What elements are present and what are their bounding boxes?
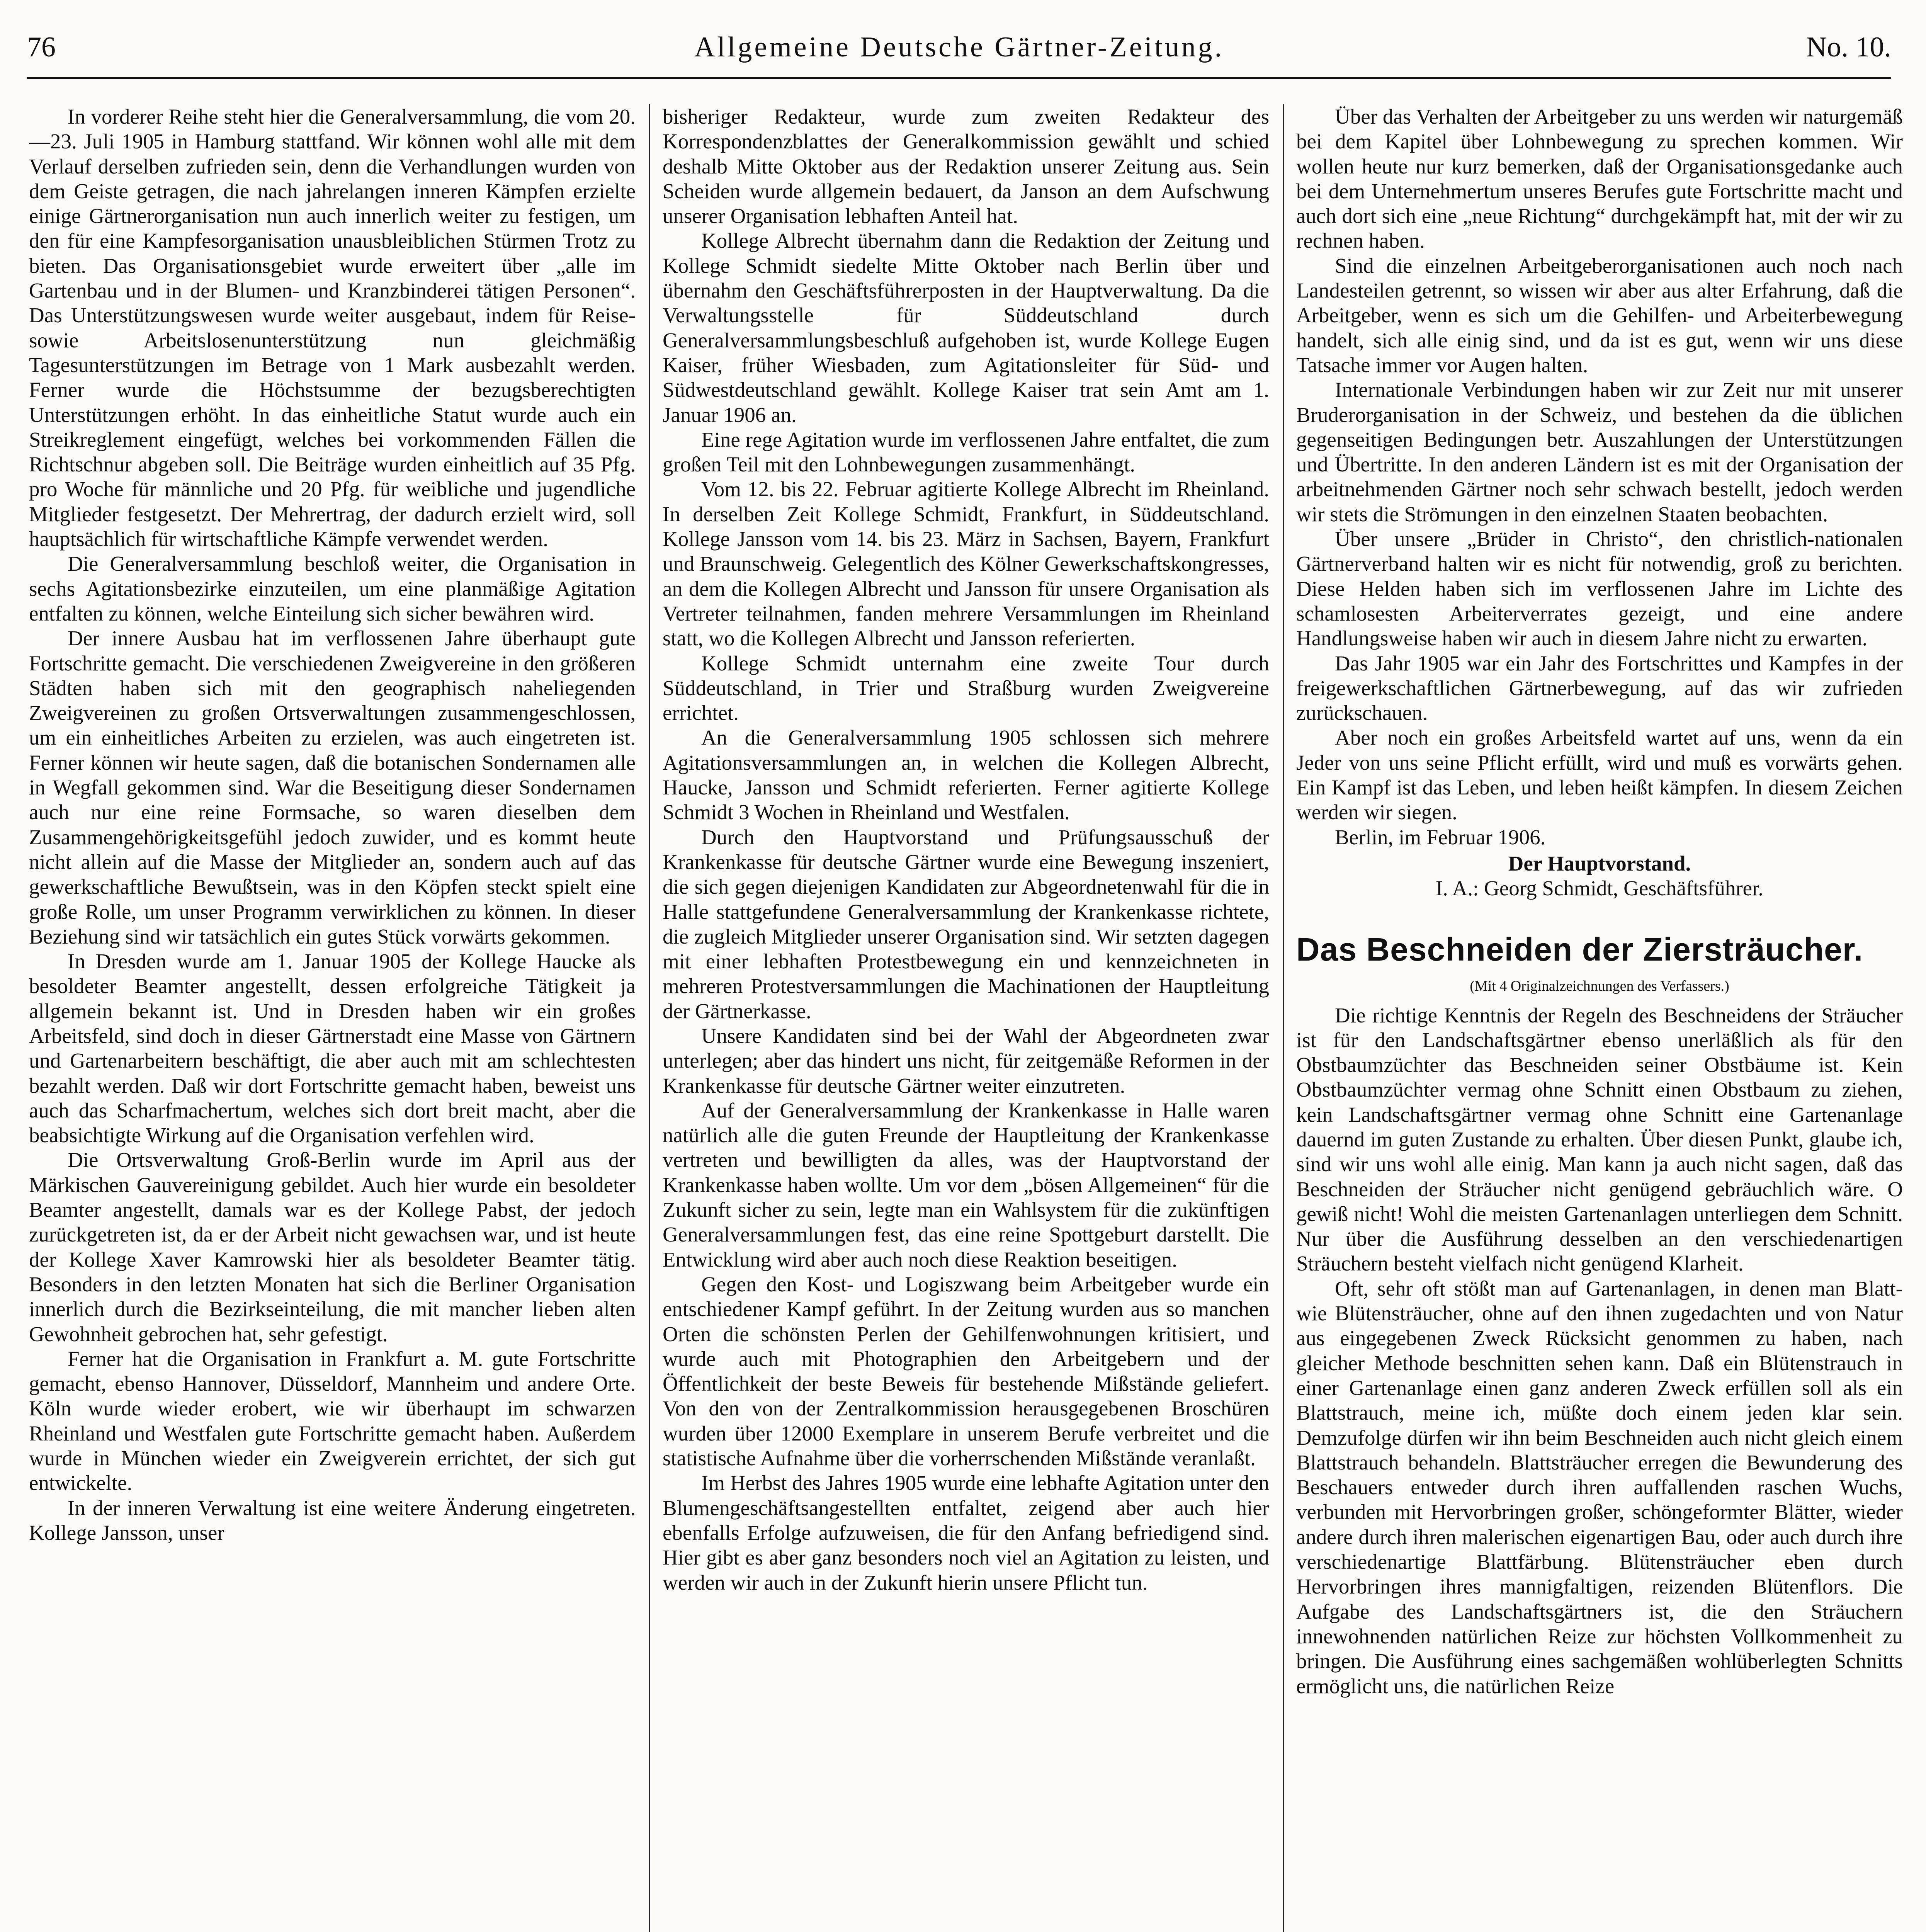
paragraph: Durch den Hauptvorstand und Prüfungsausschuß der Krankenkasse für deutsche Gärtner wurde eine Bewegung inszeniert, die sich gegen diejenigen Kandidaten zur Abgeordnetenwahl für die in Halle stattgefundene Generalversammlung der Krankenkasse richtete, die zugleich Mitglieder unserer Organisation sind. Wir setzten dagegen mit einer lebhaften Protestbewegung ein und kennzeichneten in mehreren Protestversammlungen die Machinationen der Hauptleitung der Gärtnerkasse.	[663, 825, 1269, 1023]
paragraph: In Dresden wurde am 1. Januar 1905 der Kollege Haucke als besoldeter Beamter angestellt, dessen erfolgreiche Tätigkeit ja allgemein bekannt ist. Und in Dresden haben wir ein großes Arbeitsfeld, sind doch in dieser Gärtnerstadt eine Masse von Gärtnern und Gartenarbeitern beschäftigt, die aber auch mit am schlechtesten bezahlt werden. Daß wir dort Fortschritte gemacht haben, beweist uns auch das Scharfmachertum, welches sich dort breit macht, aber die beabsichtigte Wirkung auf die Organisation verfehlen wird.	[29, 949, 636, 1147]
page-header	[27, 23, 1891, 81]
paragraph: bisheriger Redakteur, wurde zum zweiten Redakteur des Korrespondenzblattes der Generalkommission gewählt und schied deshalb Mitte Oktober aus der Redaktion unserer Zeitung aus. Sein Scheiden wurde allgemein bedauert, da Janson an dem Aufschwung unserer Organisation lebhaften Anteil hat.	[663, 105, 1269, 228]
column-1	[29, 104, 636, 1932]
column-divider	[649, 104, 650, 1932]
paragraph: Kollege Schmidt unternahm eine zweite Tour durch Süddeutschland, in Trier und Straßburg wurden Zweigvereine errichtet.	[663, 651, 1269, 725]
paragraph: Unsere Kandidaten sind bei der Wahl der Abgeordneten zwar unterlegen; aber das hindert uns nicht, für zeitgemäße Reformen in der Krankenkasse für deutsche Gärtner weiter einzutreten.	[663, 1024, 1269, 1097]
paragraph: An die Generalversammlung 1905 schlossen sich mehrere Agitationsversammlungen an, in welchen die Kollegen Albrecht, Haucke, Jansson und Schmidt referierten. Ferner agitierte Kollege Schmidt 3 Wochen in Rheinland und Westfalen.	[663, 726, 1269, 824]
paragraph: Im Herbst des Jahres 1905 wurde eine lebhafte Agitation unter den Blumengeschäftsangestellten entfaltet, zeigend aber auch hier ebenfalls Erfolge aufzuweisen, die für den Anfang befriedigend sind. Hier gibt es aber ganz besonders noch viel an Agitation zu leisten, und werden wir auch in der Zukunft hierin unsere Pflicht tun.	[663, 1471, 1269, 1594]
article-subtitle: (Mit 4 Originalzeichnungen des Verfassers.)	[1470, 978, 1729, 994]
paragraph: In vorderer Reihe steht hier die Generalversammlung, die vom 20.—23. Juli 1905 in Hamburg stattfand. Wir können wohl alle mit dem Verlauf derselben zufrieden sein, denn die Verhandlungen wurden von dem Geiste getragen, die nach jahrelangen inneren Kämpfen erzielte einige Gärtnerorganisation nun auch innerlich weiter zu festigen, um den für eine Kampfesorganisation unausbleiblichen Stürmen Trotz zu bieten. Das Organisationsgebiet wurde erweitert über „alle im Gartenbau und in der Blumen- und Kranzbinderei tätigen Personen“. Das Unterstützungswesen wurde weiter ausgebaut, indem für Reise- sowie Arbeitslosenunterstützung nun gleichmäßig Tagesunterstützungen im Betrage von 1 Mark ausbezahlt werden. Ferner wurde die Höchstsumme der bezugsberechtigten Unterstützungen erhöht. In das einheitliche Statut wurde auch ein Streikreglement eingefügt, welches bei vorkommenden Fällen die Richtschnur abgeben soll. Die Beiträge wurden einheitlich auf 35 Pfg. pro Woche für männliche und 20 Pfg. für weibliche und jugendliche Mitglieder festgesetzt. Der Mehrertrag, der dadurch erzielt wird, soll hauptsächlich für wirtschaftliche Kämpfe verwendet werden.	[29, 105, 636, 551]
paragraph: Ferner hat die Organisation in Frankfurt a. M. gute Fortschritte gemacht, ebenso Hannover, Düsseldorf, Mannheim und andere Orte. Köln wurde wieder erobert, wie wir überhaupt im schwarzen Rheinland und Westfalen gute Fortschritte gemacht haben. Außerdem wurde in München wieder ein Zweigverein errichtet, der sich gut entwickelte.	[29, 1347, 636, 1495]
paragraph: Kollege Albrecht übernahm dann die Redaktion der Zeitung und Kollege Schmidt siedelte Mitte Oktober nach Berlin über und übernahm den Geschäftsführerposten in der Hauptverwaltung. Da die Verwaltungsstelle für Süddeutschland durch Generalversammlungsbeschluß aufgehoben ist, wurde Kollege Eugen Kaiser, früher Wiesbaden, zum Agitationsleiter für Süd- und Südwestdeutschland gewählt. Kollege Kaiser trat sein Amt am 1. Januar 1906 an.	[663, 229, 1269, 427]
column-3	[1296, 104, 1903, 1932]
paragraph: Die Ortsverwaltung Groß-Berlin wurde im April aus der Märkischen Gauvereinigung gebildet. Auch hier wurde ein besoldeter Beamter angestellt, damals war es der Kollege Pabst, der jedoch zurückgetreten ist, da er der Arbeit nicht gewachsen war, und ist heute der Kollege Xaver Kamrowski hier als besoldeter Beamter tätig. Besonders in den letzten Monaten hat sich die Berliner Organisation innerlich durch die Bezirkseinteilung, die mit mancher lieben alten Gewohnheit gebrochen hat, sehr gefestigt.	[29, 1148, 636, 1346]
paragraph: Die richtige Kenntnis der Regeln des Beschneidens der Sträucher ist für den Landschaftsgärtner ebenso unerläßlich als für den Obstbaumzüchter das Beschneiden seiner Obstbäume ist. Kein Obstbaumzüchter vermag ohne Schnitt einen Obstbaum zu ziehen, kein Landschaftsgärtner vermag ohne Schnitt eine Gartenanlage dauernd im guten Zustande zu erhalten. Über diesen Punkt, glaube ich, sind wir uns wohl alle einig. Man kann ja auch nicht sagen, daß das Beschneiden der Sträucher nicht genügend gebräuchlich wäre. O gewiß nicht! Wohl die meisten Gartenanlagen unterliegen dem Schnitt. Nur über die Ausführung desselben an den verschiedenartigen Sträuchern besteht vielfach nicht genügend Klarheit.	[1296, 1003, 1903, 1276]
paragraph: Eine rege Agitation wurde im verflossenen Jahre entfaltet, die zum großen Teil mit den Lohnbewegungen zusammenhängt.	[663, 427, 1269, 476]
paragraph: In der inneren Verwaltung ist eine weitere Änderung eingetreten. Kollege Jansson, unser	[29, 1496, 636, 1544]
paragraph: Das Jahr 1905 war ein Jahr des Fortschrittes und Kampfes in der freigewerkschaftlichen Gärtnerbewegung, auf das wir zufrieden zurückschauen.	[1296, 651, 1903, 725]
paragraph: Über unsere „Brüder in Christo“, den christlich-nationalen Gärtnerverband halten wir es nicht für notwendig, groß zu berichten. Diese Helden haben sich im verflossenen Jahre im Lichte des schamlosesten Arbeiterverrates gezeigt, und eine andere Handlungsweise haben wir auch in diesem Jahre nicht zu erwarten.	[1296, 527, 1903, 650]
paragraph: Oft, sehr oft stößt man auf Gartenanlagen, in denen man Blatt- wie Blütensträucher, ohne auf den ihnen zugedachten und von Natur aus eingegebenen Zweck Rücksicht genommen zu haben, nach gleicher Methode beschnitten sehen kann. Daß ein Blütenstrauch in einer Gartenanlage einen ganz anderen Zweck erfüllen soll als ein Blattstrauch, meine ich, müßte doch einem jeden klar sein. Demzufolge dürfen wir ihn beim Beschneiden auch nicht gleich einem Blattstrauch behandeln. Blattsträucher erregen die Bewunderung des Beschauers entweder durch ihren auffallenden raschen Wuchs, verbunden mit Hervorbringen großer, schöngeformter Blätter, wieder andere durch ihren malerischen eigenartigen Bau, oder auch durch ihre verschiedenartige Blattfärbung. Blütensträucher eben durch Hervorbringen ihres mannigfaltigen, reizenden Blütenflors. Die Aufgabe des Landschaftsgärtners ist, die den Sträuchern innewohnenden natürlichen Reize zur höchsten Vollkommenheit zu bringen. Die Ausführung eines sachgemäßen wohlüberlegten Schnitts ermöglicht uns, die natürlichen Reize	[1296, 1276, 1903, 1698]
newspaper-title: Allgemeine Deutsche Gärtner-Zeitung.	[694, 31, 1224, 63]
paragraph: Auf der Generalversammlung der Krankenkasse in Halle waren natürlich alle die guten Freunde der Hauptleitung der Krankenkasse vertreten und bewilligten da alles, was der Hauptvorstand der Krankenkasse haben wollte. Um vor dem „bösen Allgemeinen“ für die Zukunft sicher zu sein, legte man ein Wahlsystem für die zukünftigen Generalversammlungen fest, das eine reine Spottgeburt darstellt. Die Entwicklung wird aber auch noch diese Reaktion beseitigen.	[663, 1098, 1269, 1271]
dateline: Berlin, im Februar 1906.	[1335, 825, 1546, 849]
paragraph: Über das Verhalten der Arbeitgeber zu uns werden wir naturgemäß bei dem Kapitel über Lohnbewegung zu sprechen kommen. Wir wollen heute nur kurz bemerken, daß der Organisationsgedanke auch bei dem Unternehmertum unseres Berufes gute Fortschritte macht und auch dort sich eine „neue Richtung“ durchgekämpft hat, mit der wir zu rechnen haben.	[1296, 105, 1903, 253]
header-rule	[27, 77, 1891, 79]
page-number: 76	[27, 31, 56, 63]
paragraph: Aber noch ein großes Arbeitsfeld wartet auf uns, wenn da ein Jeder von uns seine Pflicht erfüllt, wird und muß es vorwärts gehen. Ein Kampf ist das Leben, und leben heißt kämpfen. In diesem Zeichen werden wir siegen.	[1296, 726, 1903, 824]
signature-line: I. A.: Georg Schmidt, Geschäftsführer.	[1435, 876, 1764, 900]
paragraph: Internationale Verbindungen haben wir zur Zeit nur mit unserer Bruderorganisation in der Schweiz, und bestehen da die üblichen gegenseitigen Bedingungen betr. Auszahlungen der Unterstützungen und Übertritte. In den anderen Ländern ist es mit der Organisation der arbeitnehmenden Gärtner noch sehr schwach bestellt, jedoch werden wir stets die Strömungen in den einzelnen Staaten beobachten.	[1296, 378, 1903, 526]
paragraph: Sind die einzelnen Arbeitgeberorganisationen auch noch nach Landesteilen getrennt, so wissen wir aber aus alter Erfahrung, daß die Arbeitgeber, wenn es sich um die Gehilfen- und Arbeiterbewegung handelt, sich alle einig sind, und da ist es gut, wenn wir uns diese Tatsache immer vor Augen halten.	[1296, 253, 1903, 377]
paragraph: Die Generalversammlung beschloß weiter, die Organisation in sechs Agitationsbezirke einzuteilen, um eine planmäßige Agitation entfalten zu können, welche Einteilung sich sicher bewähren wird.	[29, 552, 636, 625]
paragraph: Vom 12. bis 22. Februar agitierte Kollege Albrecht im Rheinland. In derselben Zeit Kollege Schmidt, Frankfurt, in Süddeutschland. Kollege Jansson vom 14. bis 23. März in Sachsen, Bayern, Frankfurt und Braunschweig. Gelegentlich des Kölner Gewerkschaftskongresses, an dem die Kollegen Albrecht und Jansson für unsere Organisation als Vertreter teilnahmen, fanden mehrere Versammlungen im Rheinland statt, wo die Kollegen Albrecht und Jansson referierten.	[663, 477, 1269, 650]
article-title: Das Beschneiden der Ziersträucher.	[1296, 931, 1863, 968]
paragraph: Der innere Ausbau hat im verflossenen Jahre überhaupt gute Fortschritte gemacht. Die verschiedenen Zweigvereine in den größeren Städten haben sich mit den geographisch naheliegenden Zweigvereinen zu großen Ortsverwaltungen zusammengeschlossen, um ein einheitliches Arbeiten zu erzielen, was auch eingetreten ist. Ferner können wir heute sagen, daß die botanischen Sondernamen alle in Wegfall gekommen sind. War die Beseitigung dieser Sondernamen auch nur eine reine Formsache, so waren dieselben dem Zusammengehörigkeitsgefühl jedoch zuwider, und es kommt heute nicht allein auf die Masse der Mitglieder an, sondern auch auf das gewerkschaftliche Bewußtsein, was in den Köpfen steckt spielt eine große Rolle, um unser Programm verwirklichen zu können. In dieser Beziehung sind wir tatsächlich ein gutes Stück vorwärts gekommen.	[29, 626, 636, 948]
issue-number: No. 10.	[1806, 31, 1891, 63]
signature-heading: Der Hauptvorstand.	[1508, 851, 1691, 875]
column-divider	[1283, 104, 1284, 1932]
column-2	[663, 104, 1269, 1932]
paragraph: Gegen den Kost- und Logiszwang beim Arbeitgeber wurde ein entschiedener Kampf geführt. In der Zeitung wurden aus so manchen Orten die schönsten Perlen der Gehilfenwohnungen kritisiert, und wurde auch mit Photographien den Arbeitgebern und der Öffentlichkeit der beste Beweis für bestehende Mißstände geliefert. Von den von der Zentralkommission herausgegebenen Broschüren wurden über 12000 Exemplare in unserem Berufe verbreitet und die statistische Aufnahme über die vorherrschenden Mißstände veranlaßt.	[663, 1272, 1269, 1470]
